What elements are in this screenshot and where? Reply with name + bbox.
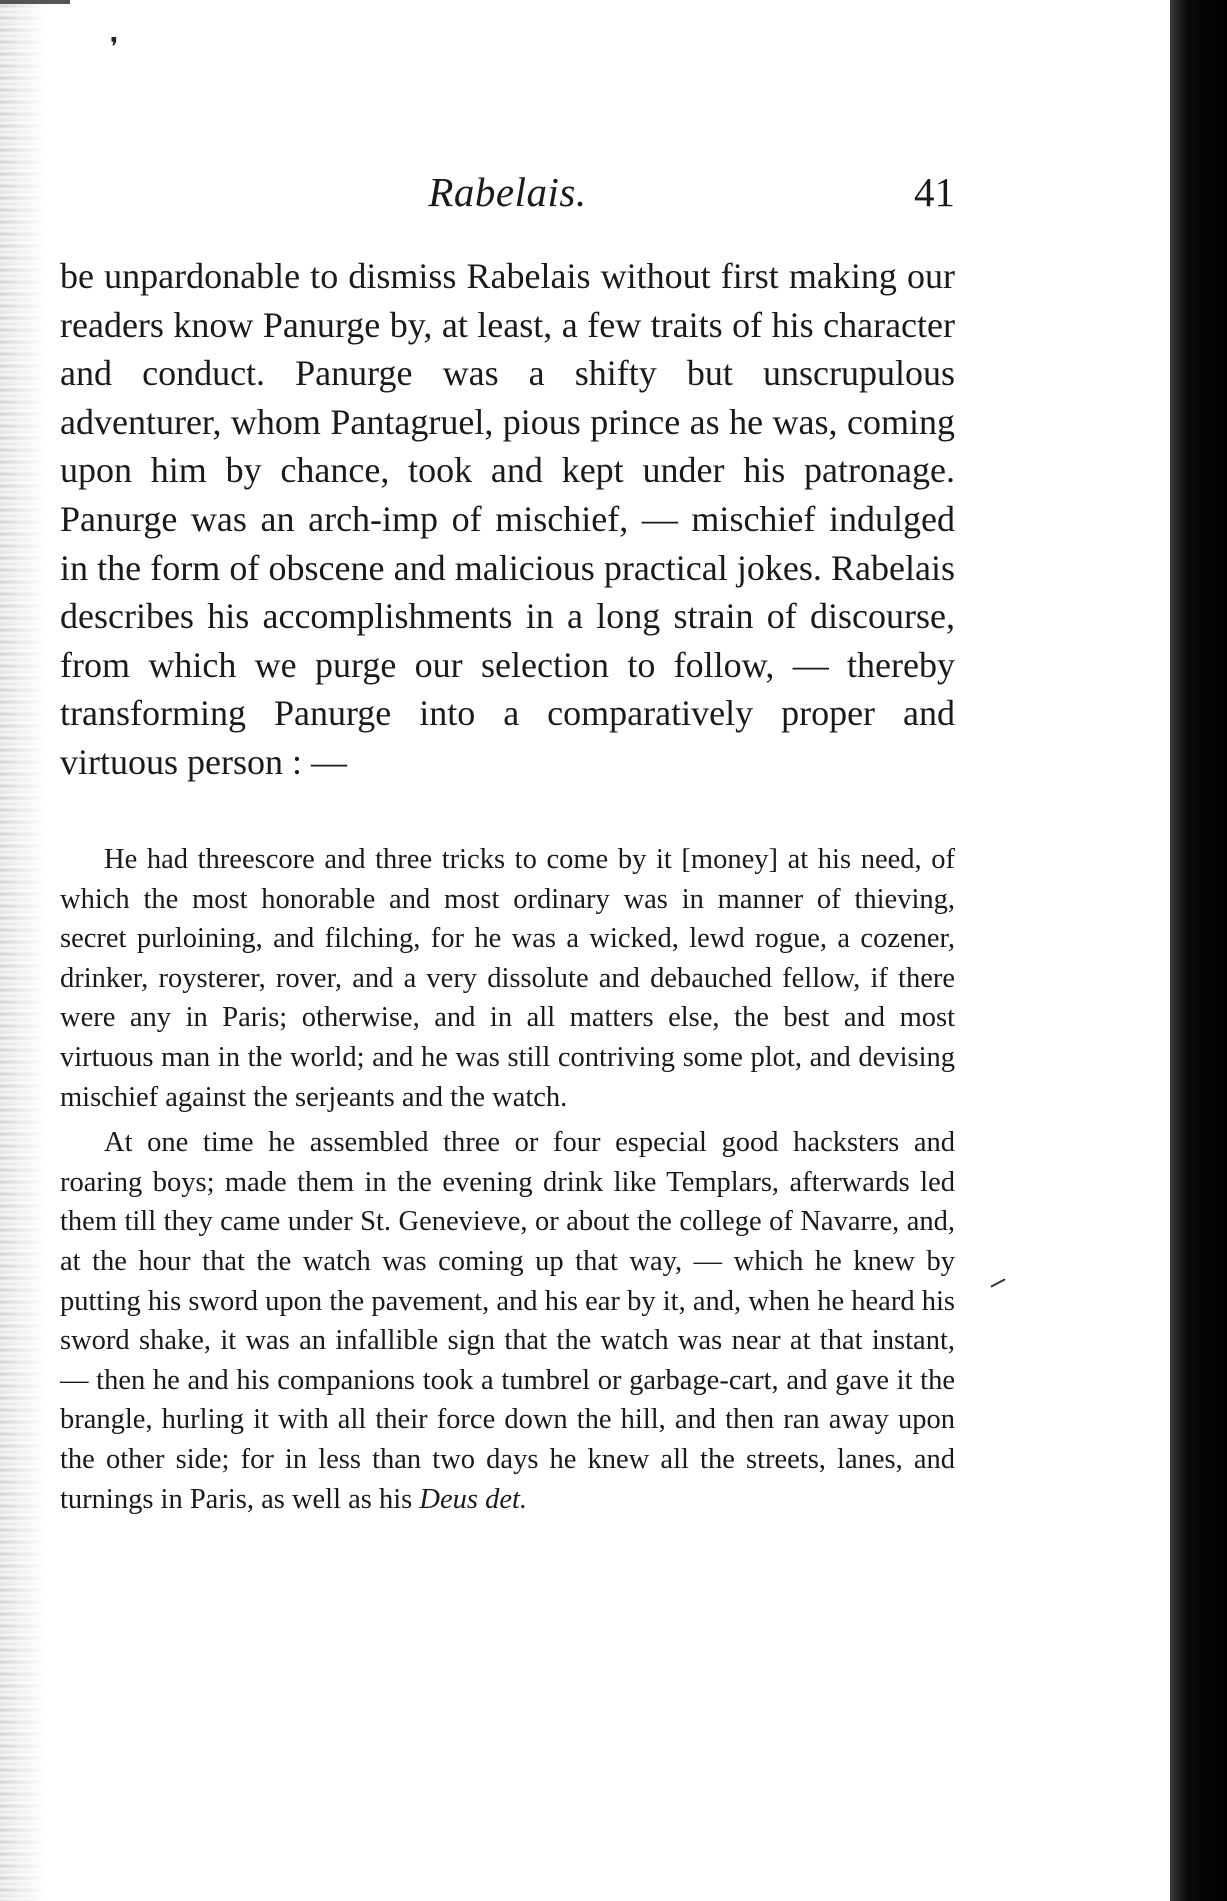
ink-speck: ❜ [110, 33, 119, 62]
running-title: Rabelais. [428, 169, 587, 215]
quote-paragraph-2-italic: Deus det. [419, 1483, 528, 1515]
quote-paragraph-2 [60, 1123, 955, 1519]
quote-paragraph-1: He had threescore and three tricks to come by it [money] at his need, of which the most honorable and most ordinary was in manner of thieving, secret purloining, and filching, for he was a wicked, lewd rogue, a cozener, drinker, roysterer, rover, and a very dissolute and debauched fellow, if there were any in Paris; otherwise, and in all matters else, the best and most virtuous man in the world; and he was still contriving some plot, and devising mischief against the serjeants and the watch. [60, 844, 955, 1113]
block-quote [60, 840, 955, 1525]
page-number: 41 [914, 169, 955, 215]
scan-binding-edge [0, 0, 46, 1901]
scan-dark-border [1170, 0, 1227, 1901]
running-head [60, 168, 955, 228]
scan-corner-mark [0, 0, 70, 4]
margin-tick-mark [990, 1278, 1005, 1287]
quote-paragraph-2-text: At one time he assembled three or four especial good hacksters and roaring boys; made them in the evening drink like Templars, afterwards led them till they came under St. Genevieve, or about the college of Navarre, and, at the hour that the watch was coming up that way, — which he knew by putting his sword upon the pavement, and his ear by it, and, when he heard his sword shake, it was an infallible sign that the watch was near at that instant, — then he and his companions took a tumbrel or garbage-cart, and gave it the brangle, hurling it with all their force down the hill, and then ran away upon the other side; for in less than two days he knew all the streets, lanes, and turnings in Paris, as well as his [60, 1127, 955, 1515]
body-paragraph: be unpardonable to dismiss Rabelais without first making our readers know Panurge by, at least, a few traits of his character and conduct. Panurge was a shifty but unscrupulous adventurer, whom Pantagruel, pious prince as he was, coming upon him by chance, took and kept under his patronage. Panurge was an arch-imp of mischief, — mischief indulged in the form of obscene and malicious practical jokes. Rabelais describes his accomplishments in a long strain of discourse, from which we purge our selection to follow, — thereby transforming Panurge into a comparatively proper and virtuous person : — [60, 256, 955, 782]
